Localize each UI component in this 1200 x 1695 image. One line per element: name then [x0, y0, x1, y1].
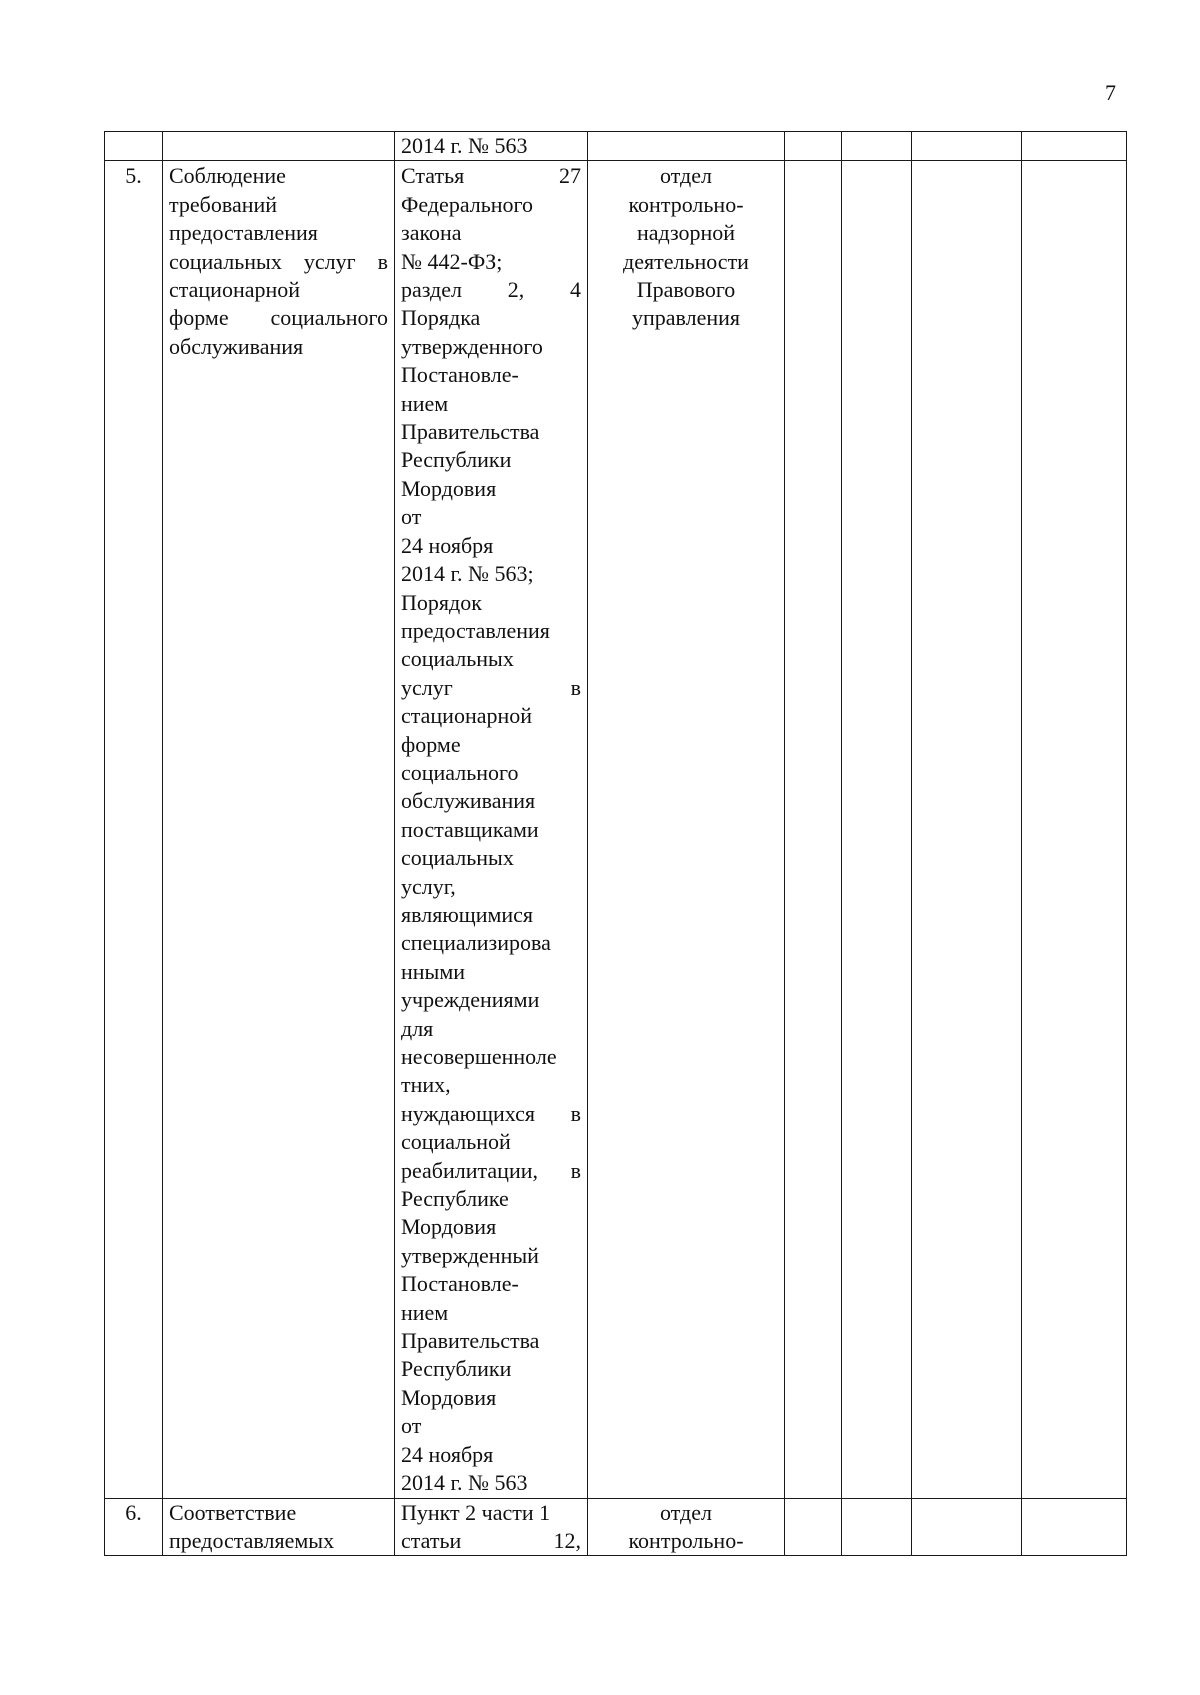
- empty-cell: [1022, 132, 1127, 161]
- empty-cell: [842, 1498, 912, 1556]
- requirement-line: [169, 248, 388, 276]
- row-number: 5.: [125, 163, 142, 189]
- legal-basis-line: поставщиками: [401, 816, 539, 842]
- empty-cell: [842, 161, 912, 1498]
- department-line: отдел: [660, 1499, 712, 1525]
- legal-basis-line: Федерального: [401, 191, 534, 217]
- legal-basis-line: Мордовия: [401, 1384, 497, 1410]
- requirement-line-word: услуг: [303, 248, 356, 274]
- legal-basis-line: услуг,: [401, 873, 456, 899]
- legal-basis-line: 2014 г. № 563;: [401, 561, 534, 587]
- legal-basis-line: Порядка: [401, 305, 481, 331]
- department-line: контрольно-: [628, 191, 744, 217]
- legal-basis-line-word: раздел: [401, 277, 462, 303]
- legal-basis-line: Правительства: [401, 1328, 540, 1354]
- legal-basis-line: № 442-ФЗ;: [401, 248, 503, 274]
- legal-basis-line: несовершенноле: [401, 1044, 557, 1069]
- requirement-cell: [163, 132, 395, 161]
- legal-basis-line-word: в: [570, 1157, 581, 1183]
- legal-basis-line: Республике: [401, 1186, 509, 1212]
- legal-basis-line: Республики: [401, 447, 512, 473]
- legal-basis-line: Мордовия: [401, 1214, 497, 1240]
- legal-basis-line-word: 4: [570, 277, 581, 303]
- row-number: 6.: [125, 1499, 142, 1525]
- requirement-cell: [163, 1498, 395, 1556]
- empty-cell: [912, 1498, 1022, 1556]
- requirement-line: требований: [169, 191, 278, 217]
- legal-basis-line: 2014 г. № 563: [401, 133, 528, 158]
- empty-cell: [912, 161, 1022, 1498]
- legal-basis-cell: [395, 1498, 588, 1556]
- department-line: деятельности: [623, 248, 749, 274]
- legal-basis-line-word: в: [570, 1100, 581, 1126]
- requirement-line: обслуживания: [169, 333, 304, 359]
- legal-basis-line: [401, 1527, 581, 1555]
- legal-basis-line: нными: [401, 958, 466, 984]
- legal-basis-line-word: реабилитации,: [401, 1157, 538, 1183]
- legal-basis-line: [401, 276, 581, 304]
- legal-basis-line: Постановле-: [401, 362, 519, 388]
- requirement-line: предоставления: [169, 220, 318, 246]
- legal-basis-line: стационарной: [401, 703, 533, 729]
- legal-basis-line-word: 2,: [507, 277, 525, 303]
- table-row: [105, 132, 1127, 161]
- empty-cell: [842, 132, 912, 161]
- legal-basis-line: являющимися: [401, 901, 534, 927]
- department-line: надзорной: [636, 220, 736, 246]
- legal-basis-cell: [395, 132, 588, 161]
- legal-basis-line: нием: [401, 1299, 449, 1325]
- legal-basis-line: социальной: [401, 1129, 511, 1155]
- legal-basis-line-word: 27: [559, 163, 581, 189]
- legal-basis-line: нием: [401, 390, 449, 416]
- legal-basis-line: учреждениями: [401, 987, 540, 1013]
- legal-basis-line: Правительства: [401, 419, 540, 445]
- legal-basis-line: Мордовия: [401, 475, 497, 501]
- legal-basis-line-word: услуг: [401, 674, 453, 700]
- row-number-cell: [105, 1498, 163, 1556]
- page-number: 7: [1105, 80, 1116, 105]
- empty-cell: [785, 161, 842, 1498]
- department-cell: [588, 1498, 785, 1556]
- legal-basis-line: утвержденный: [401, 1242, 539, 1268]
- legal-basis-line: обслуживания: [401, 788, 536, 814]
- table-row: [105, 1498, 1127, 1556]
- legal-basis-line: [401, 674, 581, 702]
- table-row: [105, 161, 1127, 1498]
- legal-basis-cell: [395, 161, 588, 1498]
- legal-basis-line: Постановле-: [401, 1271, 519, 1297]
- requirement-line-word: социальных: [169, 248, 282, 274]
- empty-cell: [1022, 1498, 1127, 1556]
- requirement-cell: [163, 161, 395, 1498]
- requirement-line: Соблюдение: [169, 163, 286, 189]
- empty-cell: [1022, 161, 1127, 1498]
- legal-basis-line-word: Статья: [401, 163, 465, 189]
- legal-basis-line: [401, 1157, 581, 1185]
- legal-basis-line: [401, 162, 581, 190]
- legal-basis-line: 2014 г. № 563: [401, 1470, 528, 1496]
- legal-basis-line: от: [401, 1413, 422, 1439]
- legal-basis-line: утвержденного: [401, 333, 543, 359]
- legal-basis-line-word: в: [570, 674, 581, 700]
- legal-basis-line-word: статьи: [401, 1527, 462, 1553]
- legal-basis-line: Республики: [401, 1356, 512, 1382]
- requirement-line: стационарной: [169, 277, 301, 303]
- department-line: контрольно-: [628, 1527, 744, 1553]
- legal-basis-line: Порядок: [401, 589, 482, 615]
- department-cell: [588, 132, 785, 161]
- legal-basis-line: специализирова: [401, 930, 551, 956]
- legal-basis-line-word: 12,: [553, 1527, 581, 1553]
- empty-cell: [912, 132, 1022, 161]
- legal-basis-line-word: нуждающихся: [401, 1100, 536, 1126]
- legal-basis-line: тних,: [401, 1072, 451, 1098]
- legal-basis-line: социальных: [401, 646, 514, 672]
- legal-basis-line: от: [401, 504, 422, 530]
- legal-basis-line: 24 ноября: [401, 1441, 494, 1467]
- department-line: Правового: [636, 277, 736, 303]
- empty-cell: [785, 132, 842, 161]
- row-number-cell: [105, 132, 163, 161]
- legal-basis-line: для: [401, 1015, 434, 1041]
- inspection-requirements-table: [104, 131, 1127, 1556]
- requirement-line: [169, 304, 388, 332]
- requirement-line-word: социального: [270, 305, 388, 331]
- department-line: отдел: [660, 163, 712, 189]
- requirement-line: Соответствие: [169, 1499, 297, 1525]
- legal-basis-line: социальных: [401, 845, 514, 871]
- legal-basis-line: Пункт 2 части 1: [401, 1499, 551, 1525]
- department-cell: [588, 161, 785, 1498]
- legal-basis-line: предоставления: [401, 617, 550, 643]
- empty-cell: [785, 1498, 842, 1556]
- legal-basis-line: форме: [401, 731, 461, 757]
- legal-basis-line: закона: [401, 220, 462, 246]
- row-number-cell: [105, 161, 163, 1498]
- legal-basis-line: [401, 1100, 581, 1128]
- department-line: управления: [631, 305, 741, 331]
- legal-basis-line: социального: [401, 759, 519, 785]
- requirement-line-word: форме: [169, 305, 229, 331]
- requirement-line-word: в: [377, 248, 388, 274]
- legal-basis-line: 24 ноября: [401, 532, 494, 558]
- requirement-line: предоставляемых: [169, 1527, 335, 1553]
